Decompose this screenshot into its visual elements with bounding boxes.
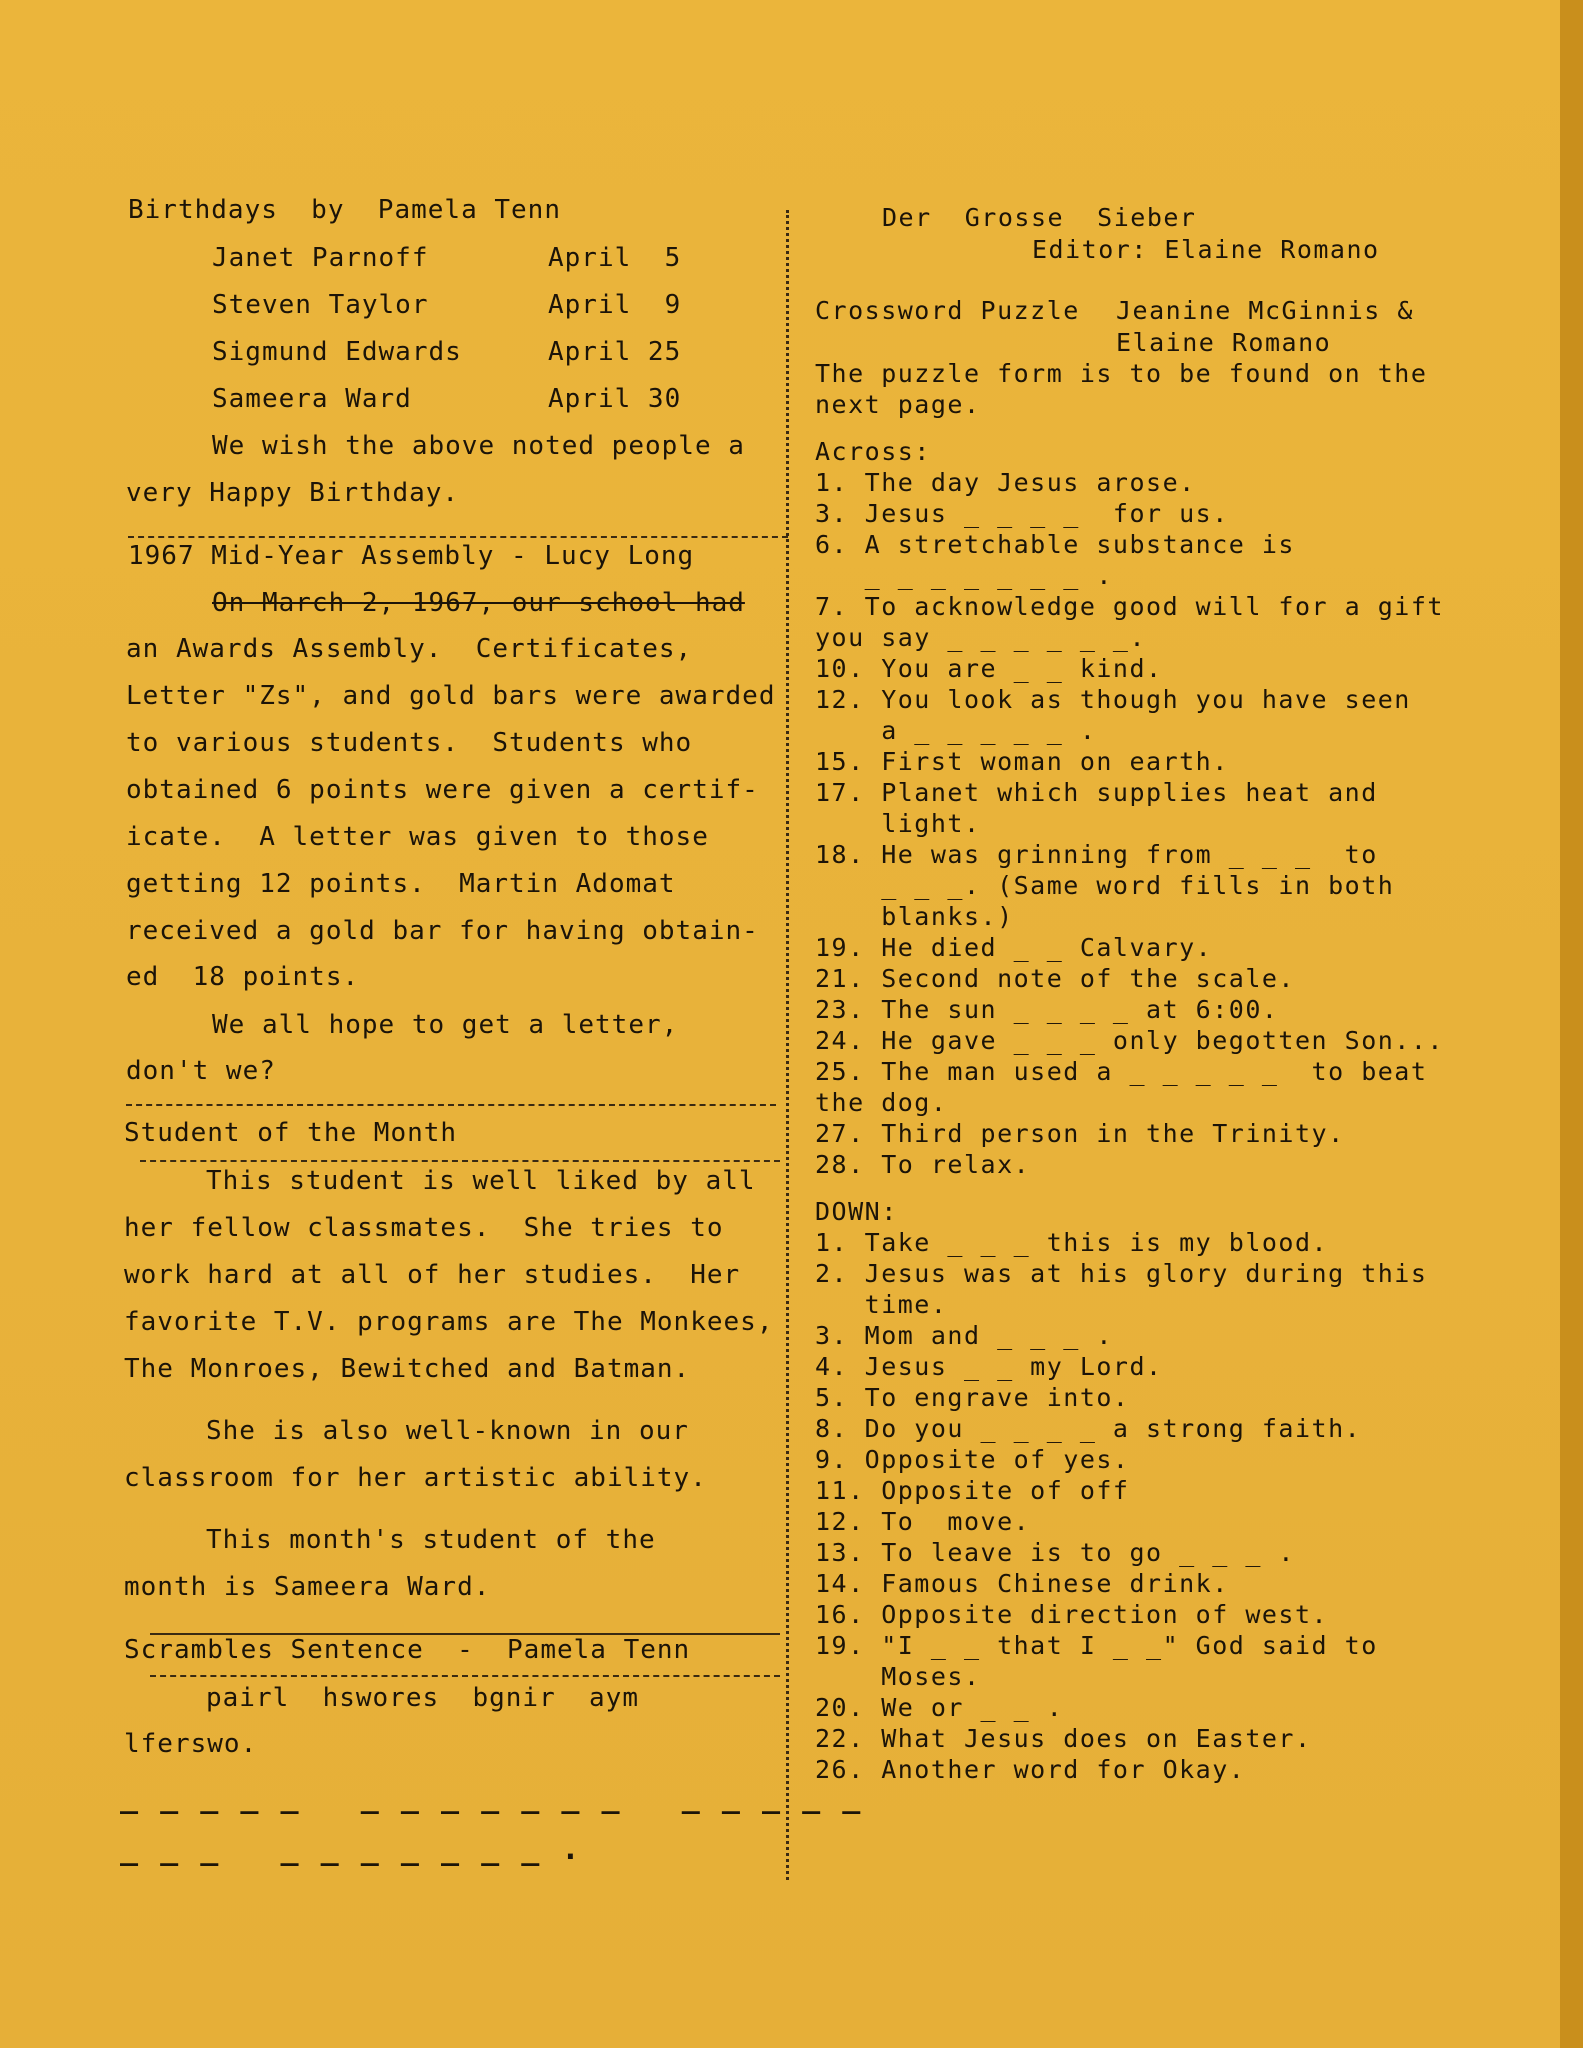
column-divider [786, 210, 789, 1880]
down-clue: Moses. [815, 1662, 981, 1691]
assembly-line: to various students. Students who [126, 728, 693, 758]
birthday-name: Janet Parnoff [212, 243, 429, 273]
across-clue: 3. Jesus _ _ _ _ for us. [815, 499, 1229, 528]
down-clue: 19. "I _ _ that I _ _" God said to [815, 1631, 1378, 1660]
across-clue: 18. He was grinning from _ _ _ to [815, 840, 1378, 869]
down-clue: 9. Opposite of yes. [815, 1445, 1130, 1474]
down-clue: 22. What Jesus does on Easter. [815, 1724, 1312, 1753]
birthday-wish: We wish the above noted people a [212, 431, 745, 461]
down-clue: 13. To leave is to go _ _ _ . [815, 1538, 1295, 1567]
across-clue: 10. You are _ _ kind. [815, 654, 1163, 683]
down-clue: 2. Jesus was at his glory during this [815, 1259, 1428, 1288]
section-rule [150, 1675, 780, 1677]
assembly-line: an Awards Assembly. Certificates, [126, 634, 693, 664]
birthday-name: Steven Taylor [212, 290, 429, 320]
birthdays-title: Birthdays by Pamela Tenn [128, 195, 561, 225]
across-clue: 27. Third person in the Trinity. [815, 1119, 1345, 1148]
birthday-name: Sameera Ward [212, 384, 412, 414]
birthday-name: Sigmund Edwards [212, 337, 462, 367]
scramble-title: Scrambles Sentence - Pamela Tenn [124, 1635, 691, 1665]
across-clue: 15. First woman on earth. [815, 747, 1229, 776]
birthday-date: April 25 [548, 337, 682, 367]
down-clue: 1. Take _ _ _ this is my blood. [815, 1228, 1329, 1257]
assembly-line: received a gold bar for having obtain- [126, 916, 759, 946]
across-clue: 1. The day Jesus arose. [815, 468, 1196, 497]
student-line: classroom for her artistic ability. [124, 1463, 707, 1493]
across-clue: light. [815, 809, 981, 838]
answer-blanks: _ _ _ _ _ _ _ _ _ _ . [120, 1832, 582, 1867]
down-clue: 5. To engrave into. [815, 1383, 1130, 1412]
student-line: This month's student of the [206, 1525, 656, 1555]
assembly-line: don't we? [126, 1056, 276, 1086]
across-clue: 6. A stretchable substance is [815, 530, 1295, 559]
assembly-line: Letter "Zs", and gold bars were awarded [126, 681, 776, 711]
crossword-authors: Elaine Romano [1116, 328, 1332, 357]
assembly-line: ed 18 points. [126, 962, 360, 992]
assembly-line: icate. A letter was given to those [126, 822, 709, 852]
masthead-editor: Editor: Elaine Romano [1032, 235, 1380, 264]
across-clue: 28. To relax. [815, 1150, 1031, 1179]
down-clue: 14. Famous Chinese drink. [815, 1569, 1229, 1598]
student-line: work hard at all of her studies. Her [124, 1260, 741, 1290]
across-clue: _ _ _. (Same word fills in both [815, 871, 1395, 900]
scramble-words: pairl hswores bgnir aym [206, 1683, 639, 1713]
down-clue: 26. Another word for Okay. [815, 1755, 1246, 1784]
down-clue: 4. Jesus _ _ my Lord. [815, 1352, 1163, 1381]
assembly-title: 1967 Mid-Year Assembly - Lucy Long [128, 541, 695, 571]
section-rule [128, 536, 788, 538]
across-clue: 17. Planet which supplies heat and [815, 778, 1378, 807]
section-rule [126, 1104, 776, 1106]
across-clue: 24. He gave _ _ _ only begotten Son... [815, 1026, 1444, 1055]
birthday-date: April 9 [548, 290, 682, 320]
birthday-wish: very Happy Birthday. [126, 478, 460, 508]
crossword-intro: next page. [815, 390, 981, 419]
across-clue: 25. The man used a _ _ _ _ _ to beat [815, 1057, 1428, 1086]
down-clue: 20. We or _ _ . [815, 1693, 1064, 1722]
down-clue: time. [815, 1290, 948, 1319]
across-clue: 7. To acknowledge good will for a gift [815, 592, 1444, 621]
across-clue: a _ _ _ _ _ . [815, 716, 1097, 745]
down-clue: 16. Opposite direction of west. [815, 1600, 1329, 1629]
section-rule [140, 1160, 780, 1162]
paper-edge [1560, 0, 1583, 2048]
birthday-date: April 5 [548, 243, 682, 273]
across-clue: 23. The sun _ _ _ _ at 6:00. [815, 995, 1279, 1024]
birthday-date: April 30 [548, 384, 682, 414]
down-clue: 8. Do you _ _ _ _ a strong faith. [815, 1414, 1362, 1443]
across-clue: _ _ _ _ _ _ _ . [815, 561, 1113, 590]
student-title: Student of the Month [124, 1118, 458, 1148]
assembly-line: On March 2, 1967, our school had [212, 588, 745, 618]
down-clue: 3. Mom and _ _ _ . [815, 1321, 1113, 1350]
masthead-title: Der Grosse Sieber [882, 203, 1197, 232]
scramble-words: lferswo. [124, 1729, 258, 1759]
across-clue: 21. Second note of the scale. [815, 964, 1295, 993]
crossword-title: Crossword Puzzle [815, 296, 1080, 325]
down-clue: 11. Opposite of off [815, 1476, 1130, 1505]
assembly-line: obtained 6 points were given a certif- [126, 775, 759, 805]
student-line: favorite T.V. programs are The Monkees, [124, 1307, 774, 1337]
student-line: This student is well liked by all [206, 1166, 756, 1196]
student-line: The Monroes, Bewitched and Batman. [124, 1354, 691, 1384]
down-clue: 12. To move. [815, 1507, 1031, 1536]
crossword-intro: The puzzle form is to be found on the [815, 359, 1428, 388]
student-line: her fellow classmates. She tries to [124, 1213, 724, 1243]
across-clue: you say _ _ _ _ _ _. [815, 623, 1147, 652]
across-clue: blanks.) [815, 902, 1014, 931]
assembly-line: We all hope to get a letter, [212, 1010, 679, 1040]
assembly-line: getting 12 points. Martin Adomat [126, 869, 676, 899]
across-clue: 12. You look as though you have seen [815, 685, 1411, 714]
student-line: month is Sameera Ward. [124, 1572, 491, 1602]
across-clue: 19. He died _ _ Calvary. [815, 933, 1213, 962]
across-heading: Across: [815, 437, 931, 466]
answer-blanks: _ _ _ _ _ _ _ _ _ _ _ _ _ _ _ _ _ [120, 1780, 863, 1815]
crossword-authors: Jeanine McGinnis & [1116, 296, 1414, 325]
across-clue: the dog. [815, 1088, 948, 1117]
down-heading: DOWN: [815, 1197, 898, 1226]
student-line: She is also well-known in our [206, 1416, 689, 1446]
